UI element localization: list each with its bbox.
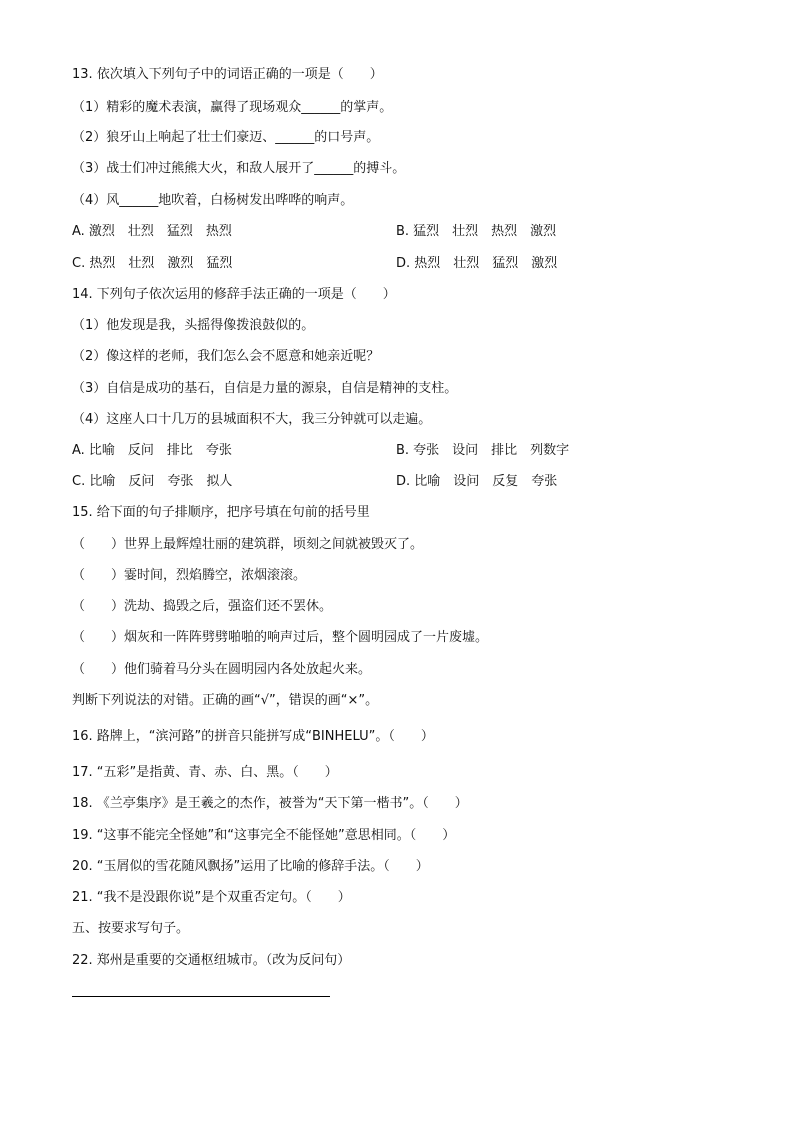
q14-sentence-1: （1）他发现是我，头摇得像拨浪鼓似的。 — [72, 318, 315, 333]
q20: 20. “玉屑似的雪花随风飘扬”运用了比喻的修辞手法。（ ） — [72, 859, 429, 874]
q21: 21. “我不是没跟你说”是个双重否定句。（ ） — [72, 890, 351, 905]
q13-sentence-4: （4）风______地吹着，白杨树发出哗哗的响声。 — [72, 193, 354, 208]
q15-item-1: （ ）世界上最辉煌壮丽的建筑群，顷刻之间就被毁灭了。 — [72, 537, 424, 552]
q22: 22. 郑州是重要的交通枢纽城市。（改为反问句） — [72, 953, 351, 968]
q14-option-c: C. 比喻 反问 夸张 拟人 — [72, 474, 233, 489]
q14-stem: 14. 下列句子依次运用的修辞手法正确的一项是（ ） — [72, 287, 396, 302]
q15-stem: 15. 给下面的句子排顺序，把序号填在句前的括号里 — [72, 505, 370, 520]
q14-sentence-2: （2）像这样的老师，我们怎么会不愿意和她亲近呢？ — [72, 349, 380, 364]
q13-stem: 13. 依次填入下列句子中的词语正确的一项是（ ） — [72, 67, 383, 82]
q13-sentence-1: （1）精彩的魔术表演，赢得了现场观众______的掌声。 — [72, 100, 393, 115]
q16: 16. 路牌上，“滨河路”的拼音只能拼写成“BINHELU”。（ ） — [72, 729, 434, 744]
q13-sentence-2: （2）狼牙山上响起了壮士们豪迈、______的口号声。 — [72, 130, 380, 145]
q13-option-c: C. 热烈 壮烈 激烈 猛烈 — [72, 256, 233, 271]
q14-option-b: B. 夸张 设问 排比 列数字 — [396, 443, 570, 458]
q14-sentence-4: （4）这座人口十几万的县城面积不大，我三分钟就可以走遍。 — [72, 412, 432, 427]
q14-sentence-3: （3）自信是成功的基石，自信是力量的源泉，自信是精神的支柱。 — [72, 381, 458, 396]
q14-option-d: D. 比喻 设问 反复 夸张 — [396, 474, 558, 489]
q15-item-3: （ ）洗劫、捣毁之后，强盗们还不罢休。 — [72, 599, 333, 614]
q13-option-d: D. 热烈 壮烈 猛烈 激烈 — [396, 256, 558, 271]
q14-option-a: A. 比喻 反问 排比 夸张 — [72, 443, 232, 458]
q18: 18. 《兰亭集序》是王羲之的杰作，被誉为“天下第一楷书”。（ ） — [72, 796, 468, 811]
q19: 19. “这事不能完全怪她”和“这事完全不能怪她”意思相同。（ ） — [72, 828, 456, 843]
q22-answer-line[interactable] — [72, 996, 330, 997]
q13-sentence-3: （3）战士们冲过熊熊大火，和敌人展开了______的搏斗。 — [72, 161, 406, 176]
q13-option-b: B. 猛烈 壮烈 热烈 激烈 — [396, 224, 557, 239]
q15-item-4: （ ）烟灰和一阵阵劈劈啪啪的响声过后，整个圆明园成了一片废墟。 — [72, 630, 489, 645]
q15-item-5: （ ）他们骑着马分头在圆明园内各处放起火来。 — [72, 662, 372, 677]
section-5-heading: 五、按要求写句子。 — [72, 921, 190, 936]
judge-instruction: 判断下列说法的对错。正确的画“√”，错误的画“×”。 — [72, 693, 379, 708]
q17: 17. “五彩”是指黄、青、赤、白、黑。（ ） — [72, 765, 338, 780]
q13-option-a: A. 激烈 壮烈 猛烈 热烈 — [72, 224, 232, 239]
q15-item-2: （ ）霎时间，烈焰腾空，浓烟滚滚。 — [72, 568, 307, 583]
